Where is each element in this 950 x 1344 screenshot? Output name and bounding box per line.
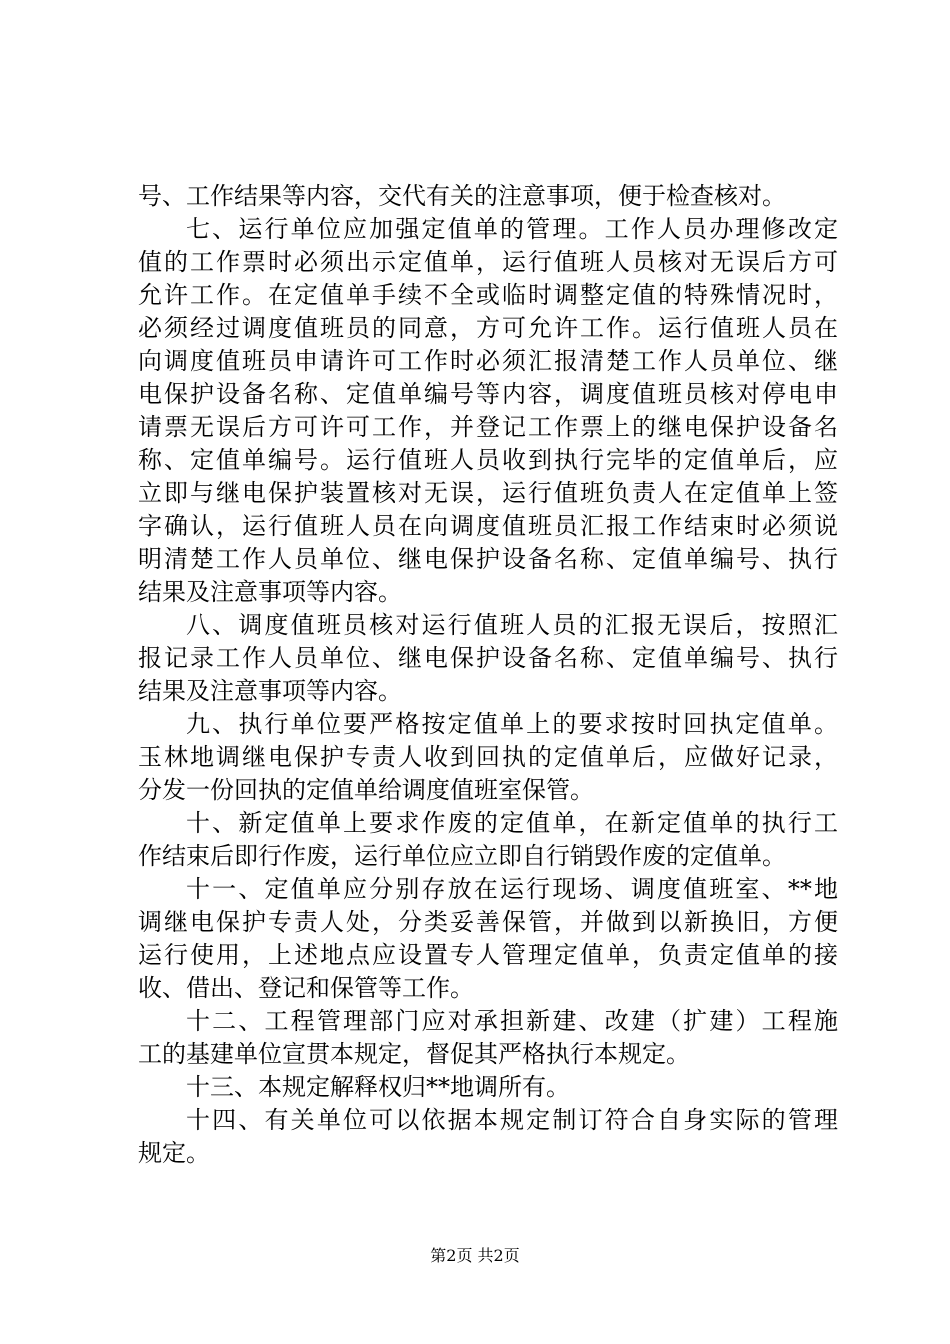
paragraph-line: 调继电保护专责人处，分类妥善保管，并做到以新换旧，方便 bbox=[138, 908, 838, 936]
paragraph-line: 明清楚工作人员单位、继电保护设备名称、定值单编号、执行 bbox=[138, 545, 838, 573]
paragraph-line: 收、借出、登记和保管等工作。 bbox=[138, 974, 474, 1002]
paragraph-line: 必须经过调度值班员的同意，方可允许工作。运行值班人员在 bbox=[138, 314, 838, 342]
paragraph-line: 十一、定值单应分别存放在运行现场、调度值班室、**地 bbox=[186, 875, 838, 903]
paragraph-line: 工的基建单位宣贯本规定，督促其严格执行本规定。 bbox=[138, 1040, 690, 1068]
page-number: 第2页 共2页 bbox=[430, 1246, 520, 1265]
paragraph-line: 十、新定值单上要求作废的定值单，在新定值单的执行工 bbox=[186, 809, 838, 837]
paragraph-line: 称、定值单编号。运行值班人员收到执行完毕的定值单后，应 bbox=[138, 446, 838, 474]
paragraph-line: 允许工作。在定值单手续不全或临时调整定值的特殊情况时， bbox=[138, 281, 838, 309]
paragraph-line: 号、工作结果等内容，交代有关的注意事项，便于检查核对。 bbox=[138, 182, 786, 210]
paragraph-line: 值的工作票时必须出示定值单，运行值班人员核对无误后方可 bbox=[138, 248, 838, 276]
paragraph-line: 运行使用，上述地点应设置专人管理定值单，负责定值单的接 bbox=[138, 941, 838, 969]
paragraph-line: 立即与继电保护装置核对无误，运行值班负责人在定值单上签 bbox=[138, 479, 838, 507]
paragraph-line: 十四、有关单位可以依据本规定制订符合自身实际的管理 bbox=[186, 1106, 838, 1134]
paragraph-line: 七、运行单位应加强定值单的管理。工作人员办理修改定 bbox=[186, 215, 838, 243]
paragraph-line: 电保护设备名称、定值单编号等内容，调度值班员核对停电申 bbox=[138, 380, 838, 408]
paragraph-line: 规定。 bbox=[138, 1139, 210, 1167]
paragraph-line: 十二、工程管理部门应对承担新建、改建（扩建）工程施 bbox=[186, 1007, 838, 1035]
paragraph-line: 结果及注意事项等内容。 bbox=[138, 578, 402, 606]
paragraph-line: 玉林地调继电保护专责人收到回执的定值单后，应做好记录， bbox=[138, 743, 838, 771]
paragraph-line: 分发一份回执的定值单给调度值班室保管。 bbox=[138, 776, 594, 804]
paragraph-line: 作结束后即行作废，运行单位应立即自行销毁作废的定值单。 bbox=[138, 842, 786, 870]
paragraph-line: 向调度值班员申请许可工作时必须汇报清楚工作人员单位、继 bbox=[138, 347, 838, 375]
paragraph-line: 字确认，运行值班人员在向调度值班员汇报工作结束时必须说 bbox=[138, 512, 838, 540]
paragraph-line: 十三、本规定解释权归**地调所有。 bbox=[186, 1073, 570, 1101]
paragraph-line: 九、执行单位要严格按定值单上的要求按时回执定值单。 bbox=[186, 710, 838, 738]
paragraph-line: 八、调度值班员核对运行值班人员的汇报无误后，按照汇 bbox=[186, 611, 838, 639]
paragraph-line: 结果及注意事项等内容。 bbox=[138, 677, 402, 705]
paragraph-line: 请票无误后方可许可工作，并登记工作票上的继电保护设备名 bbox=[138, 413, 838, 441]
paragraph-line: 报记录工作人员单位、继电保护设备名称、定值单编号、执行 bbox=[138, 644, 838, 672]
